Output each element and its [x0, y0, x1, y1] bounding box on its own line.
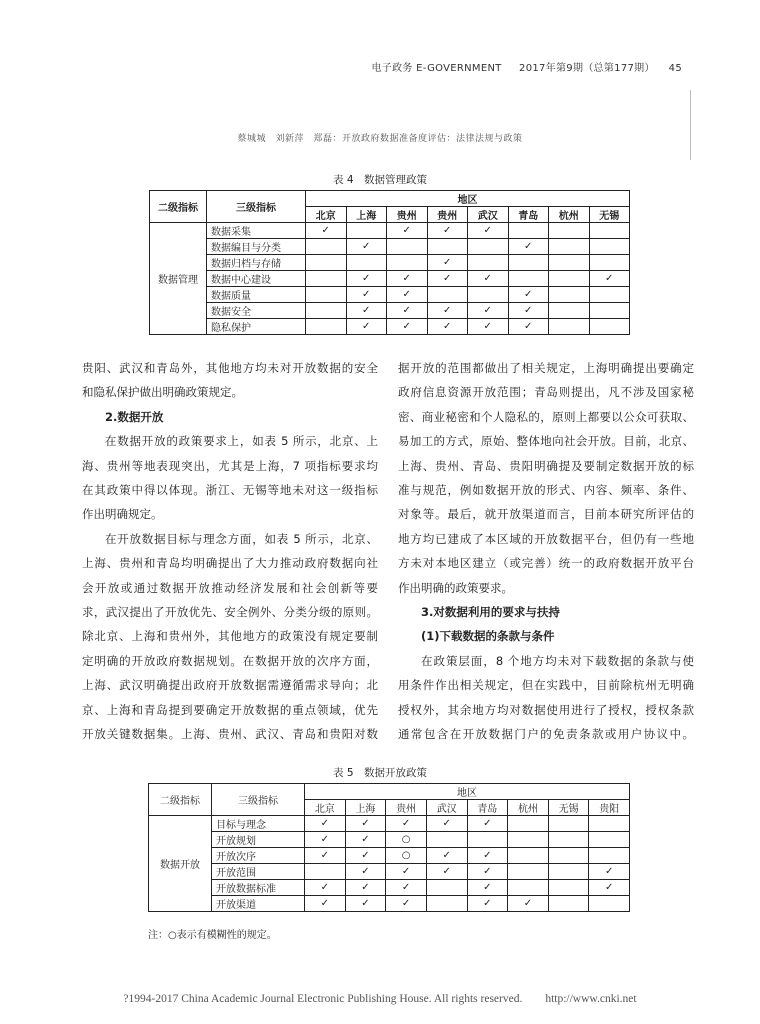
empty-cell	[589, 223, 630, 239]
empty-cell	[508, 848, 549, 864]
table-row	[150, 271, 630, 287]
empty-cell	[589, 303, 630, 319]
empty-cell	[548, 832, 589, 848]
check-mark-cell: ✓	[427, 303, 468, 319]
empty-cell	[548, 896, 589, 912]
empty-cell	[508, 880, 549, 896]
fuzzy-mark-cell: ○	[386, 848, 427, 864]
check-mark-cell: ✓	[345, 880, 386, 896]
check-mark-cell: ✓	[467, 880, 508, 896]
check-mark-cell: ✓	[345, 848, 386, 864]
check-mark-cell: ✓	[467, 896, 508, 912]
table-row	[149, 896, 630, 912]
text-line: 在开放数据目标与理念方面，如表 5 所示，北京、	[105, 531, 378, 546]
table4	[149, 190, 630, 335]
empty-cell	[346, 255, 387, 271]
table5-row-label: 开放数据标准	[212, 880, 305, 896]
table-row	[150, 303, 630, 319]
empty-cell	[548, 864, 589, 880]
table5-group-label: 数据开放	[149, 816, 212, 912]
empty-cell	[468, 255, 509, 271]
table4-region-5: 青岛	[508, 207, 549, 223]
section-heading: 2.数据开放	[105, 409, 164, 424]
empty-cell	[426, 896, 467, 912]
table4-region-7: 无锡	[589, 207, 630, 223]
table4-region-2: 贵州	[387, 207, 428, 223]
table4-region-3: 贵州	[427, 207, 468, 223]
text-line: 上海、贵州、青岛、贵阳明确提及要制定数据开放的标	[398, 458, 694, 473]
section-heading: 3.对数据利用的要求与扶持	[421, 605, 560, 620]
text-line: 开放关键数据集。上海、贵州、武汉、青岛和贵阳对数	[82, 727, 378, 742]
table4-row-label: 数据质量	[207, 287, 306, 303]
check-mark-cell: ✓	[589, 864, 630, 880]
table5-region-4: 青岛	[467, 800, 508, 816]
empty-cell	[387, 255, 428, 271]
empty-cell	[508, 271, 549, 287]
text-line: 上海、武汉明确提出政府开放数据需遵循需求导向；北	[82, 678, 378, 693]
check-mark-cell: ✓	[426, 848, 467, 864]
empty-cell	[427, 287, 468, 303]
check-mark-cell: ✓	[427, 319, 468, 335]
text-line: 据开放的范围都做出了相关规定，上海明确提出要确定	[398, 361, 694, 375]
check-mark-cell: ✓	[387, 271, 428, 287]
empty-cell	[306, 287, 347, 303]
section-heading: (1)下载数据的条款与条件	[421, 629, 555, 644]
check-mark-cell: ✓	[346, 319, 387, 335]
text-line: 方未对本地区建立（或完善）统一的政府数据开放平台	[398, 556, 694, 571]
empty-cell	[548, 816, 589, 832]
text-line: 京、上海和青岛提到要确定开放数据的重点领域，优先	[82, 702, 378, 717]
table4-caption: 表 4 数据管理政策	[332, 174, 428, 186]
table-row	[149, 864, 630, 880]
text-line: 在其政策中得以体现。浙江、无锡等地未对这一级指标	[82, 483, 378, 498]
check-mark-cell: ✓	[305, 896, 346, 912]
table-row	[149, 816, 630, 832]
empty-cell	[306, 271, 347, 287]
empty-cell	[548, 880, 589, 896]
table4-header-level3: 三级指标	[207, 191, 306, 223]
check-mark-cell: ✓	[305, 848, 346, 864]
empty-cell	[549, 287, 590, 303]
check-mark-cell: ✓	[508, 319, 549, 335]
check-mark-cell: ✓	[305, 832, 346, 848]
check-mark-cell: ✓	[305, 816, 346, 832]
empty-cell	[589, 239, 630, 255]
empty-cell	[306, 239, 347, 255]
table4-region-0: 北京	[306, 207, 347, 223]
empty-cell	[589, 832, 630, 848]
table4-row-label: 数据归档与存储	[207, 255, 306, 271]
table5-region-5: 杭州	[508, 800, 549, 816]
check-mark-cell: ✓	[386, 864, 427, 880]
check-mark-cell: ✓	[427, 223, 468, 239]
check-mark-cell: ✓	[589, 880, 630, 896]
check-mark-cell: ✓	[467, 848, 508, 864]
empty-cell	[427, 239, 468, 255]
header-rule	[690, 90, 691, 160]
table5-header-region: 地区	[305, 784, 630, 800]
text-line: 易加工的方式，原始、整体地向社会开放。目前，北京、	[398, 434, 694, 449]
text-line: 会开放或通过数据开放推动经济发展和社会创新等要	[82, 580, 378, 595]
empty-cell	[589, 319, 630, 335]
table5-header-level2: 二级指标	[149, 784, 212, 816]
table-row	[150, 255, 630, 271]
text-line: 授权外，其余地方均对数据使用进行了授权，授权条款	[398, 702, 694, 717]
empty-cell	[426, 880, 467, 896]
empty-cell	[508, 864, 549, 880]
check-mark-cell: ✓	[426, 864, 467, 880]
check-mark-cell: ✓	[387, 287, 428, 303]
check-mark-cell: ✓	[345, 864, 386, 880]
text-line: 上海、贵州和青岛均明确提出了大力推动政府数据向社	[82, 556, 378, 571]
empty-cell	[306, 319, 347, 335]
table5-region-7: 贵阳	[589, 800, 630, 816]
check-mark-cell: ✓	[346, 239, 387, 255]
empty-cell	[387, 239, 428, 255]
check-mark-cell: ✓	[387, 303, 428, 319]
check-mark-cell: ✓	[345, 816, 386, 832]
check-mark-cell: ✓	[589, 271, 630, 287]
empty-cell	[508, 832, 549, 848]
table-row	[150, 239, 630, 255]
check-mark-cell: ✓	[426, 816, 467, 832]
check-mark-cell: ✓	[468, 271, 509, 287]
check-mark-cell: ✓	[346, 287, 387, 303]
running-title: 蔡城城 刘新萍 郑磊：开放政府数据准备度评估：法律法规与政策	[237, 134, 523, 144]
journal-issue: 2017年第9期（总第177期）	[519, 63, 655, 74]
check-mark-cell: ✓	[508, 239, 549, 255]
empty-cell	[508, 223, 549, 239]
empty-cell	[467, 832, 508, 848]
empty-cell	[548, 848, 589, 864]
empty-cell	[589, 255, 630, 271]
table-row	[149, 880, 630, 896]
text-line: 在数据开放的政策要求上，如表 5 所示，北京、上	[105, 434, 378, 449]
empty-cell	[426, 832, 467, 848]
table4-row-label: 数据中心建设	[207, 271, 306, 287]
empty-cell	[306, 303, 347, 319]
copyright-footer: ?1994-2017 China Academic Journal Electronic Publishing House. All rights reserved. http://www.cnki.net	[123, 993, 637, 1005]
left-column	[82, 356, 378, 747]
check-mark-cell: ✓	[345, 896, 386, 912]
text-line: 求，武汉提出了开放优先、安全例外、分类分级的原则。	[82, 605, 378, 620]
check-mark-cell: ✓	[387, 319, 428, 335]
fuzzy-mark-cell: ○	[386, 832, 427, 848]
empty-cell	[589, 848, 630, 864]
check-mark-cell: ✓	[387, 223, 428, 239]
text-line: 定明确的开放政府数据规划。在数据开放的次序方面，	[82, 653, 378, 668]
text-line: 和隐私保护做出明确政策规定。	[82, 385, 243, 400]
check-mark-cell: ✓	[386, 896, 427, 912]
check-mark-cell: ✓	[346, 303, 387, 319]
table4-row-label: 数据编目与分类	[207, 239, 306, 255]
empty-cell	[549, 303, 590, 319]
table-row	[149, 848, 630, 864]
text-line: 作出明确的政策要求。	[398, 580, 513, 595]
text-line: 通常包含在开放数据门户的免责条款或用户协议中。	[398, 727, 694, 742]
empty-cell	[306, 255, 347, 271]
table4-row-label: 数据安全	[207, 303, 306, 319]
text-line: 在政策层面，8 个地方均未对下载数据的条款与使	[421, 653, 694, 668]
check-mark-cell: ✓	[346, 271, 387, 287]
check-mark-cell: ✓	[467, 864, 508, 880]
right-column	[398, 356, 694, 747]
table5-caption: 表 5 数据开放政策	[332, 767, 428, 779]
check-mark-cell: ✓	[427, 255, 468, 271]
text-line: 除北京、上海和贵州外，其他地方的政策没有规定要制	[82, 629, 378, 644]
empty-cell	[508, 816, 549, 832]
empty-cell	[346, 223, 387, 239]
check-mark-cell: ✓	[508, 896, 549, 912]
check-mark-cell: ✓	[508, 303, 549, 319]
journal-header	[82, 59, 682, 74]
empty-cell	[508, 255, 549, 271]
text-line: 政府信息资源开放范围；青岛则提出，凡不涉及国家秘	[398, 385, 694, 400]
check-mark-cell: ✓	[468, 223, 509, 239]
table-row	[150, 287, 630, 303]
text-line: 对象等。最后，就开放渠道而言，目前本研究所评估的	[398, 507, 694, 522]
check-mark-cell: ✓	[305, 880, 346, 896]
text-line: 作出明确规定。	[82, 507, 163, 522]
empty-cell	[468, 287, 509, 303]
check-mark-cell: ✓	[345, 832, 386, 848]
table5-note: 注：○表示有模糊性的规定。	[148, 930, 277, 941]
empty-cell	[549, 271, 590, 287]
text-line: 准与规范，例如数据开放的形式、内容、频率、条件、	[398, 483, 694, 498]
empty-cell	[549, 319, 590, 335]
table5-region-0: 北京	[305, 800, 346, 816]
empty-cell	[589, 287, 630, 303]
table-row	[150, 319, 630, 335]
table4-header-region: 地区	[306, 191, 630, 207]
empty-cell	[589, 816, 630, 832]
table4-region-4: 武汉	[468, 207, 509, 223]
table-row	[150, 223, 630, 239]
table5-header-level3: 三级指标	[212, 784, 305, 816]
check-mark-cell: ✓	[468, 319, 509, 335]
empty-cell	[549, 255, 590, 271]
text-line: 用条件作出相关规定，但在实践中，目前除杭州无明确	[398, 678, 694, 693]
empty-cell	[589, 896, 630, 912]
text-line: 密、商业秘密和个人隐私的，原则上都要以公众可获取、	[398, 409, 694, 424]
empty-cell	[549, 223, 590, 239]
check-mark-cell: ✓	[306, 223, 347, 239]
text-line: 海、贵州等地表现突出，尤其是上海，7 项指标要求均	[82, 458, 378, 473]
journal-name: 电子政务 E-GOVERNMENT	[371, 63, 502, 74]
table4-group-label: 数据管理	[150, 223, 207, 335]
table5-row-label: 开放渠道	[212, 896, 305, 912]
empty-cell	[305, 864, 346, 880]
table4-row-label: 隐私保护	[207, 319, 306, 335]
table5-region-6: 无锡	[548, 800, 589, 816]
empty-cell	[549, 239, 590, 255]
table5-region-1: 上海	[345, 800, 386, 816]
check-mark-cell: ✓	[386, 880, 427, 896]
table5-row-label: 开放规划	[212, 832, 305, 848]
table-row	[149, 832, 630, 848]
check-mark-cell: ✓	[467, 816, 508, 832]
table4-region-6: 杭州	[549, 207, 590, 223]
text-line: 地方均已建成了本区域的开放数据平台，但仍有一些地	[398, 531, 694, 546]
check-mark-cell: ✓	[386, 816, 427, 832]
check-mark-cell: ✓	[468, 303, 509, 319]
table5-row-label: 开放范围	[212, 864, 305, 880]
table5-row-label: 开放次序	[212, 848, 305, 864]
check-mark-cell: ✓	[427, 271, 468, 287]
table5-region-2: 贵州	[386, 800, 427, 816]
table4-row-label: 数据采集	[207, 223, 306, 239]
table4-region-1: 上海	[346, 207, 387, 223]
table5-region-3: 武汉	[426, 800, 467, 816]
empty-cell	[468, 239, 509, 255]
table5	[148, 783, 630, 912]
table5-row-label: 目标与理念	[212, 816, 305, 832]
check-mark-cell: ✓	[508, 287, 549, 303]
text-line: 贵阳、武汉和青岛外，其他地方均未对开放数据的安全	[82, 361, 378, 375]
table4-header-level2: 二级指标	[150, 191, 207, 223]
page-number: 45	[668, 63, 682, 74]
